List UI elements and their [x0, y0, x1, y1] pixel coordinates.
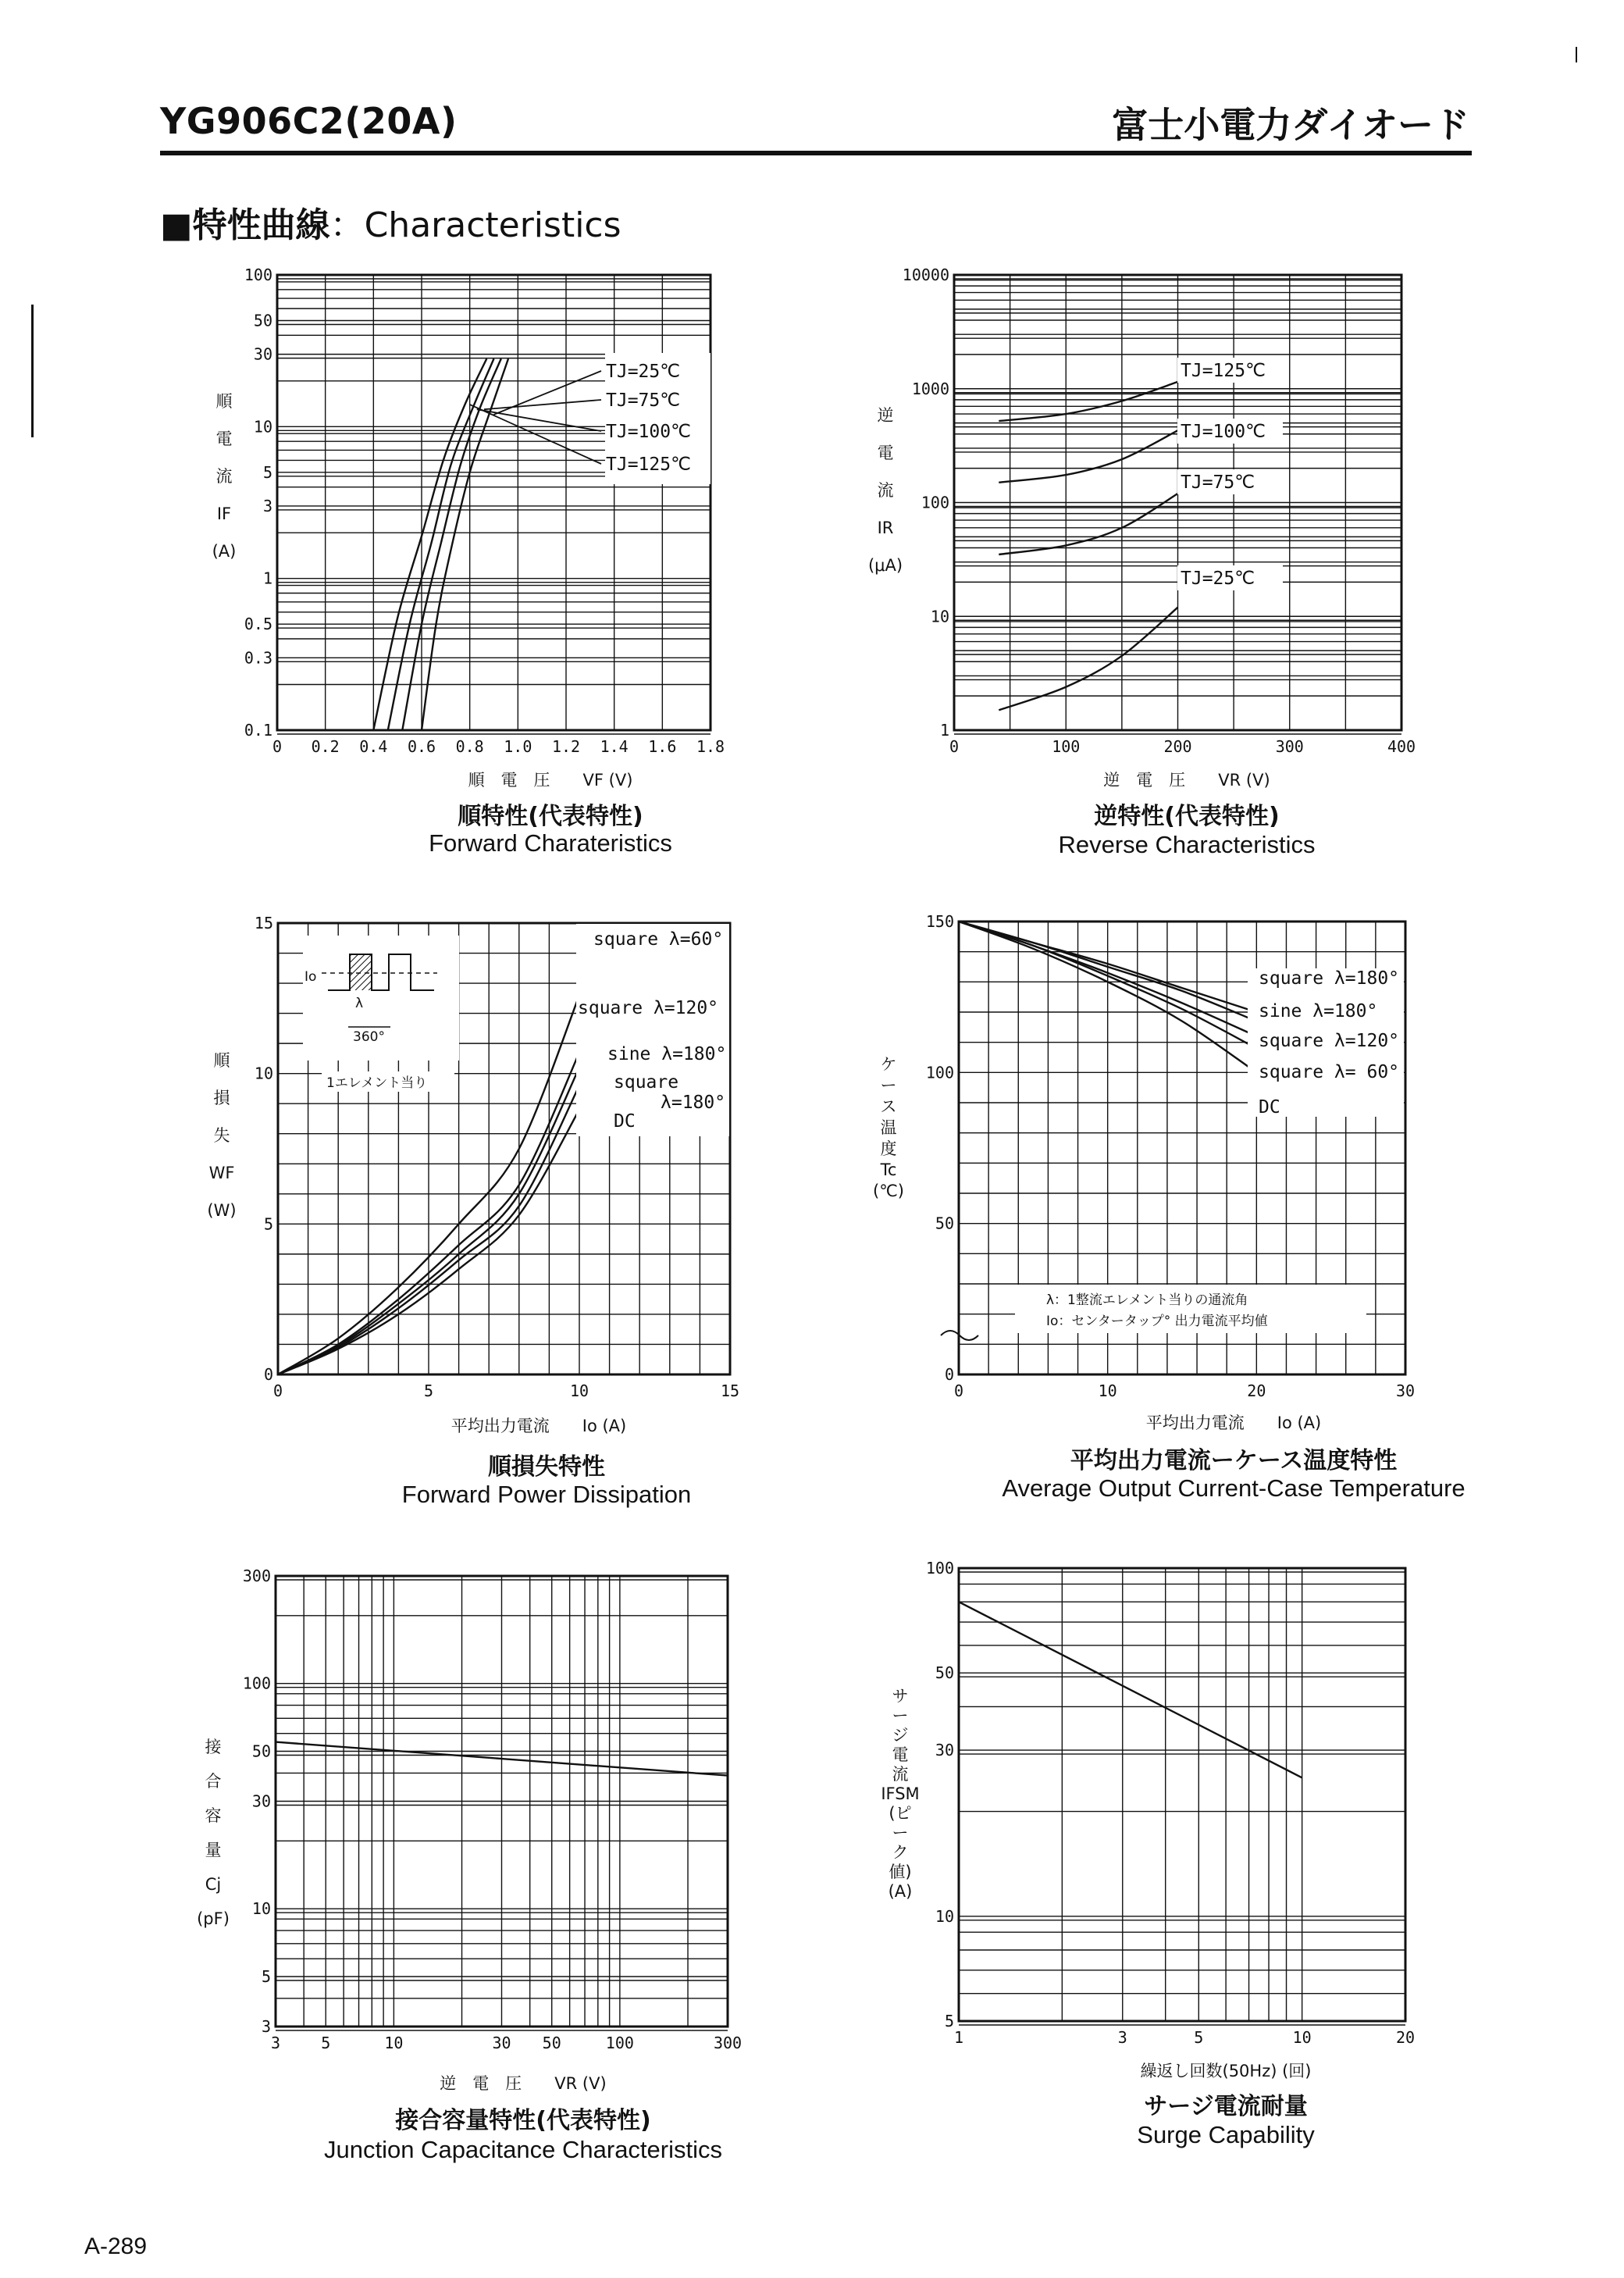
- chart-capacitance-caption-en: Junction Capacitance Characteristics: [323, 2136, 723, 2163]
- chart-power-inset-label: 1エレメント当り: [326, 1075, 428, 1091]
- chart-case_temp-ytick-label: 0: [944, 1365, 954, 1384]
- chart-case-temp-note-line2: Io：センタータップ° 出力電流平均値: [1046, 1314, 1268, 1329]
- chart-power-legend-label: DC: [614, 1111, 636, 1132]
- chart-forward-ytick-label: 5: [262, 462, 272, 482]
- chart-capacitance-xtick-label: 3: [270, 2034, 281, 2052]
- chart-power-inset-io: Io: [304, 969, 317, 985]
- chart-reverse-legend-label: TJ=125℃: [1181, 361, 1266, 381]
- chart-reverse-ytick-label: 10: [930, 607, 949, 626]
- chart-reverse-ytick-label: 1: [939, 721, 949, 740]
- chart-reverse-legend-label: TJ=25℃: [1181, 569, 1255, 589]
- chart-reverse-ylabel: 逆 電 流 IR (μA): [867, 406, 903, 575]
- chart-surge-xtick-label: 1: [953, 2028, 964, 2047]
- chart-forward-xtick-label: 0.2: [311, 737, 340, 756]
- chart-surge-ytick-label: 30: [935, 1741, 954, 1760]
- section-heading-en: Characteristics: [364, 205, 621, 245]
- chart-forward-legend-leader: [470, 405, 602, 464]
- chart-forward-legend-leader: [493, 371, 601, 415]
- chart-surge-ytick-label: 100: [925, 1559, 954, 1577]
- chart-power-legend-label: square: [614, 1072, 679, 1093]
- chart-power-caption-jp: 順損失特性: [488, 1453, 605, 1481]
- chart-reverse-series-line: [999, 382, 1177, 421]
- chart-capacitance-xtick-label: 5: [321, 2034, 331, 2052]
- chart-reverse-xtick-label: 300: [1275, 737, 1304, 756]
- chart-forward-xtick-label: 1.2: [551, 737, 581, 756]
- chart-capacitance-caption-jp: 接合容量特性(代表特性): [395, 2107, 651, 2134]
- chart-case-temp-ylabel: ケ ー ス 温 度 Tc (℃): [873, 1055, 904, 1200]
- chart-capacitance-xtick-label: 300: [713, 2034, 743, 2052]
- chart-forward-legend-label: TJ=75℃: [606, 390, 681, 411]
- chart-surge-ytick-label: 10: [935, 1906, 954, 1926]
- chart-case-temp-xlabel: 平均出力電流 Io (A): [1145, 1414, 1322, 1432]
- chart-power-legend-label: square λ=60°: [593, 929, 724, 950]
- chart-forward-caption-jp: 順特性(代表特性): [458, 803, 643, 830]
- chart-forward-xtick-label: 0.4: [359, 737, 388, 756]
- chart-forward-ytick-label: 0.1: [244, 721, 272, 740]
- chart-capacitance-ylabel: 接 合 容 量 Cj (pF): [197, 1738, 230, 1928]
- chart-surge-ytick-label: 50: [935, 1663, 954, 1683]
- chart-forward-ytick-label: 1: [262, 569, 272, 588]
- chart-surge-xlabel: 繰返し回数(50Hz) (回): [1140, 2062, 1312, 2080]
- chart-reverse-series-line: [999, 430, 1177, 483]
- chart-case-temp-caption-jp: 平均出力電流ーケース温度特性: [1070, 1447, 1398, 1474]
- chart-power-ytick-label: 15: [254, 914, 273, 932]
- chart-forward-ytick-label: 30: [253, 344, 272, 364]
- chart-capacitance-ytick-label: 30: [251, 1791, 271, 1811]
- page-title: YG906C2(20A): [160, 100, 458, 142]
- chart-forward-ytick-label: 0.5: [244, 615, 272, 634]
- chart-forward-xtick-label: 0.8: [455, 737, 484, 756]
- chart-power-xtick-label: 15: [720, 1381, 740, 1400]
- chart-forward-xtick-label: 0.6: [407, 737, 436, 756]
- chart-forward-xtick-label: 1.6: [648, 737, 677, 756]
- chart-power-xlabel: 平均出力電流 Io (A): [451, 1417, 627, 1435]
- chart-case-temp-legend-label: square λ=180°: [1259, 968, 1400, 989]
- chart-capacitance-xtick-label: 10: [384, 2034, 404, 2052]
- chart-reverse-caption-en: Reverse Characteristics: [1058, 831, 1316, 858]
- chart-reverse-legend-label: TJ=100℃: [1181, 422, 1266, 442]
- chart-forward-xtick-label: 1.8: [696, 737, 725, 756]
- chart-capacitance-xlabel: 逆 電 圧 VR (V): [440, 2074, 607, 2093]
- chart-forward-legend-leader: [477, 409, 601, 431]
- chart-capacitance-ytick-label: 50: [251, 1741, 271, 1761]
- chart-power-legend-label: square λ=120°: [578, 998, 719, 1018]
- chart-reverse-xtick-label: 200: [1163, 737, 1192, 756]
- chart-forward-ylabel: 順 電 流 IF (A): [212, 392, 237, 561]
- chart-capacitance-ytick-label: 10: [251, 1899, 271, 1919]
- chart-surge-xtick-label: 5: [1194, 2028, 1204, 2047]
- chart-case_temp-xtick-label: 20: [1247, 1381, 1266, 1400]
- chart-capacitance-xtick-label: 100: [605, 2034, 634, 2052]
- chart-forward-ytick-label: 50: [253, 311, 272, 330]
- chart-case_temp-ytick-label: 150: [925, 912, 954, 931]
- chart-case_temp-ytick-label: 100: [925, 1063, 954, 1082]
- chart-forward-legend-label: TJ=25℃: [606, 362, 681, 382]
- chart-power-ytick-label: 10: [254, 1064, 273, 1083]
- chart-surge-ytick-label: 5: [944, 2012, 954, 2030]
- chart-case_temp-xtick-label: 30: [1395, 1381, 1416, 1400]
- chart-capacitance-ytick-label: 100: [242, 1674, 271, 1693]
- chart-forward-xlabel: 順 電 圧 VF (V): [468, 771, 633, 790]
- chart-case_temp-xtick-label: 0: [953, 1381, 964, 1400]
- chart-reverse-xtick-label: 100: [1052, 737, 1081, 756]
- chart-reverse-xlabel: 逆 電 圧 VR (V): [1103, 771, 1270, 790]
- chart-power-ytick-label: 5: [263, 1214, 273, 1234]
- chart-forward-ytick-label: 100: [244, 266, 272, 284]
- chart-power-xtick-label: 0: [272, 1381, 283, 1400]
- chart-reverse-ytick-label: 10000: [902, 266, 949, 284]
- chart-case-temp-note-line1: λ：1整流エレメント当りの通流角: [1046, 1292, 1248, 1308]
- chart-forward-legend-label: TJ=100℃: [606, 422, 691, 442]
- chart-surge-xtick-label: 3: [1117, 2028, 1127, 2047]
- chart-reverse-xtick-label: 400: [1387, 737, 1416, 756]
- chart-surge-xtick-label: 20: [1395, 2028, 1416, 2047]
- chart-reverse-ytick-label: 100: [921, 493, 949, 512]
- chart-power-ylabel: 順 損 失 WF (W): [207, 1051, 237, 1220]
- chart-surge-ylabel: サ ー ジ 電 流 IFSM (ピ ー ク 値) (A): [881, 1687, 920, 1901]
- chart-power-inset-hatch: [350, 954, 372, 990]
- chart-surge-xtick-label: 10: [1292, 2028, 1312, 2047]
- chart-forward-xtick-label: 0: [272, 737, 283, 756]
- chart-case-temp-legend-label: square λ= 60°: [1259, 1062, 1400, 1082]
- section-heading-sep: ：: [329, 205, 365, 245]
- chart-power-xtick-label: 10: [569, 1381, 589, 1400]
- chart-power-legend-label-sub: λ=180°: [661, 1093, 726, 1113]
- chart-case-temp-legend-label: sine λ=180°: [1259, 1001, 1378, 1021]
- chart-forward-ytick-label: 0.3: [244, 648, 272, 668]
- chart-case-temp-caption-en: Average Output Current-Case Temperature: [1002, 1474, 1466, 1502]
- chart-case_temp-ytick-label: 50: [935, 1214, 954, 1233]
- chart-forward-legend-leader: [484, 400, 601, 409]
- chart-capacitance-ytick-label: 300: [242, 1567, 271, 1585]
- page-number: A-289: [84, 2233, 148, 2259]
- chart-capacitance-ytick-label: 5: [261, 1966, 271, 1986]
- chart-case-temp-legend-label: square λ=120°: [1259, 1031, 1400, 1051]
- series-title: 富士小電力ダイオード: [1112, 104, 1469, 146]
- chart-reverse-series-line: [999, 608, 1177, 711]
- chart-power-inset-360: 360°: [353, 1029, 385, 1045]
- chart-capacitance-xtick-label: 50: [542, 2034, 561, 2052]
- chart-surge-caption-en: Surge Capability: [1137, 2121, 1315, 2148]
- chart-power-xtick-label: 5: [423, 1381, 434, 1400]
- chart-reverse-ytick-label: 1000: [911, 379, 949, 398]
- chart-forward-ytick-label: 10: [253, 417, 272, 437]
- section-heading-jp: ■特性曲線: [160, 205, 330, 245]
- chart-case_temp-xtick-label: 10: [1098, 1381, 1117, 1400]
- chart-case-temp-legend-label: DC: [1259, 1097, 1280, 1118]
- chart-power-legend-label: sine λ=180°: [607, 1044, 727, 1064]
- chart-capacitance-ytick-label: 3: [261, 2017, 271, 2036]
- chart-power-inset-lambda: λ: [355, 996, 364, 1011]
- chart-reverse-legend-label: TJ=75℃: [1181, 472, 1255, 493]
- chart-surge-caption-jp: サージ電流耐量: [1144, 2093, 1308, 2120]
- chart-forward-ytick-label: 3: [262, 496, 272, 515]
- chart-forward-caption-en: Forward Charateristics: [429, 829, 672, 857]
- chart-power-caption-en: Forward Power Dissipation: [401, 1481, 692, 1508]
- chart-forward-xtick-label: 1.0: [504, 737, 532, 756]
- chart-reverse-xtick-label: 0: [949, 737, 960, 756]
- chart-surge-series-line: [959, 1602, 1302, 1777]
- chart-forward-legend-label: TJ=125℃: [606, 455, 691, 475]
- chart-forward-xtick-label: 1.4: [600, 737, 629, 756]
- chart-power-ytick-label: 0: [263, 1365, 273, 1384]
- chart-capacitance-xtick-label: 30: [492, 2034, 511, 2052]
- chart-reverse-caption-jp: 逆特性(代表特性): [1094, 803, 1280, 830]
